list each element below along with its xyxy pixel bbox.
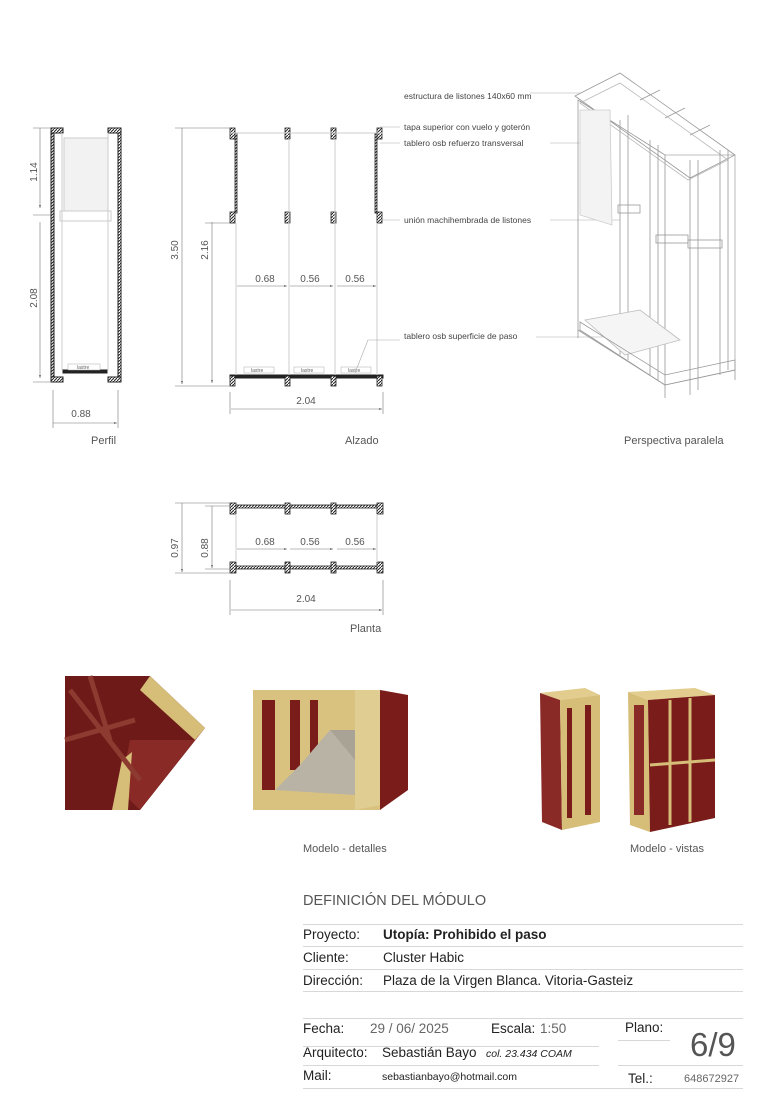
dim-0-56: 0.56: [345, 274, 365, 285]
dim-2-04: 2.04: [296, 396, 316, 407]
cliente-label: Cliente:: [303, 950, 349, 965]
dim-0-68: 0.68: [255, 537, 275, 548]
render-view-back: [628, 688, 715, 832]
perspectiva-label: Perspectiva paralela: [624, 435, 724, 447]
alzado-label: Alzado: [345, 435, 379, 447]
perspectiva-drawing: [575, 73, 735, 398]
lastre-label: lastre: [77, 365, 90, 371]
annotation-tapa-superior: tapa superior con vuelo y goterón: [404, 122, 531, 132]
annotation-tablero-paso: tablero osb superficie de paso: [404, 331, 518, 341]
fecha-label: Fecha:: [303, 1021, 345, 1036]
render-view-front: [540, 688, 600, 830]
plano-value: 6/9: [690, 1026, 736, 1063]
render-vistas-label: Modelo - vistas: [630, 843, 704, 855]
tel-value: 648672927: [684, 1073, 740, 1085]
dim-1-14: 1.14: [29, 162, 40, 182]
alzado-drawing: [230, 128, 383, 386]
lastre-label: lastre: [348, 368, 361, 374]
planta-dimensions: [175, 503, 383, 615]
dim-0-97: 0.97: [170, 538, 181, 558]
colegiado-value: col. 23.434 COAM: [486, 1048, 572, 1060]
cliente-value: Cluster Habic: [383, 950, 465, 965]
title-block-heading: DEFINICIÓN DEL MÓDULO: [303, 893, 487, 909]
dim-3-50: 3.50: [170, 240, 181, 260]
dim-2-04: 2.04: [296, 594, 316, 605]
arquitecto-value: Sebastián Bayo: [382, 1045, 477, 1060]
mail-label: Mail:: [303, 1068, 332, 1083]
annotation-tablero-refuerzo: tablero osb refuerzo transversal: [404, 138, 524, 148]
perfil-label: Perfil: [91, 435, 117, 447]
render-detail-interior: [253, 690, 408, 810]
dim-0-56: 0.56: [300, 274, 320, 285]
direccion-label: Dirección:: [303, 973, 364, 988]
arquitecto-label: Arquitecto:: [303, 1045, 368, 1060]
tel-label: Tel.:: [628, 1071, 653, 1086]
escala-label: Escala:: [491, 1021, 536, 1036]
planta-label: Planta: [350, 623, 382, 635]
perfil-drawing: [51, 128, 121, 382]
dim-2-08: 2.08: [29, 288, 40, 308]
annotation-estructura: estructura de listones 140x60 mm: [404, 91, 532, 101]
render-detalles-label: Modelo - detalles: [303, 843, 387, 855]
dim-0-56: 0.56: [345, 537, 365, 548]
proyecto-label: Proyecto:: [303, 927, 361, 942]
direccion-value: Plaza de la Virgen Blanca. Vitoria-Gasteiz: [383, 973, 634, 988]
proyecto-value: Utopía: Prohibido el paso: [383, 927, 547, 942]
annotation-union: unión machihembrada de listones: [404, 215, 532, 225]
escala-value: 1:50: [540, 1021, 567, 1036]
fecha-value: 29 / 06/ 2025: [370, 1021, 449, 1036]
plano-label: Plano:: [625, 1020, 664, 1035]
dim-2-16: 2.16: [200, 240, 211, 260]
lastre-label: lastre: [251, 368, 264, 374]
render-detail-top: [65, 676, 205, 810]
mail-value[interactable]: sebastianbayo@hotmail.com: [382, 1071, 517, 1083]
dim-0-68: 0.68: [255, 274, 275, 285]
lastre-label: lastre: [301, 368, 314, 374]
dim-0-88: 0.88: [71, 409, 91, 420]
dim-0-56: 0.56: [300, 537, 320, 548]
dim-0-88: 0.88: [200, 538, 211, 558]
